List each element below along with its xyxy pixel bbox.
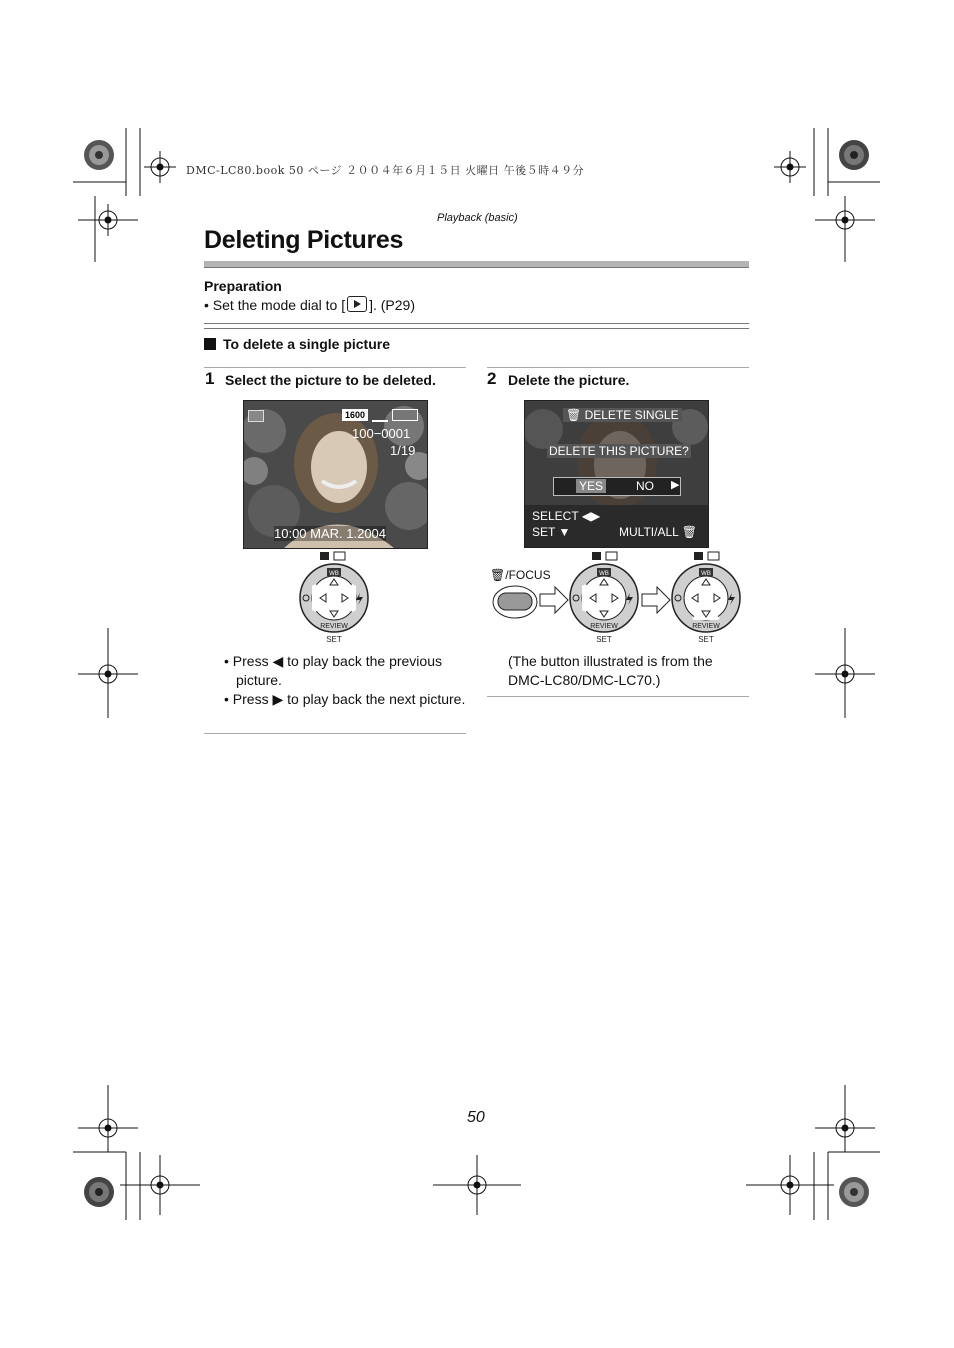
step2-number: 2 [487, 369, 497, 388]
sub-heading [204, 336, 390, 352]
step1-text: Select the picture to be deleted. [225, 372, 436, 388]
review-label-2: REVIEW [590, 623, 618, 630]
step2-text: Delete the picture. [508, 372, 630, 388]
delete-icon: 🗑 [566, 408, 585, 422]
wb-label-3: WB [701, 571, 711, 577]
square-bullet-icon [204, 338, 216, 350]
menu-title: 🗑 DELETE SINGLE [563, 408, 682, 422]
preparation-text [204, 296, 415, 313]
step1-bullets [224, 652, 469, 709]
prep-text-before: • Set the mode dial to [ [204, 297, 346, 313]
step1-lcd-screen [243, 400, 428, 549]
delete-question: DELETE THIS PICTURE? [549, 444, 689, 458]
prep-text-after: ]. (P29) [369, 297, 415, 313]
selector-arrow-icon: ▶ [671, 479, 680, 491]
title-rule [204, 261, 749, 268]
set-hint: SET ▼ [532, 525, 571, 539]
file-number: 100−0001 [352, 426, 411, 441]
page-number: 50 [467, 1109, 485, 1126]
section-header: Playback (basic) [437, 212, 518, 224]
play-icon [248, 410, 264, 422]
picture-count: 1/19 [390, 443, 416, 458]
file-header: DMC-LC80.book 50 ページ ２００４年６月１５日 火曜日 午後５時４９分 [186, 164, 585, 177]
multi-all-hint: MULTI/ALL 🗑 [619, 525, 697, 539]
step1-bottom-rule [204, 733, 466, 734]
trash-icon: 🗑 [490, 568, 506, 582]
yes-option[interactable]: YES [576, 479, 606, 493]
set-label-3: SET [698, 635, 714, 644]
set-label: SET [326, 635, 342, 644]
playback-mode-icon [347, 296, 367, 312]
step1-cursor-dial [296, 548, 376, 646]
select-hint: SELECT ◀▶ [532, 509, 601, 523]
set-label-2: SET [596, 635, 612, 644]
bullet-previous: • Press ◀ to play back the previous picture. [224, 653, 442, 688]
bullet-next: • Press ▶ to play back the next picture. [224, 691, 466, 707]
focus-button [492, 584, 538, 620]
step2-bottom-rule [487, 696, 749, 697]
divider [204, 323, 749, 329]
step1-number: 1 [205, 369, 215, 388]
iso-badge: 1600 [342, 409, 368, 421]
no-option[interactable]: NO [636, 479, 654, 493]
review-label-3: REVIEW [692, 623, 720, 630]
step1-rule [204, 367, 466, 368]
step2-rule [487, 367, 749, 368]
sub-heading-text: To delete a single picture [223, 336, 391, 352]
preparation-label: Preparation [204, 278, 282, 294]
yes-no-selector [553, 477, 681, 496]
burst-icon [334, 552, 345, 560]
wb-label-2: WB [599, 571, 609, 577]
quality-icon [372, 410, 388, 422]
arrow-right-icon [539, 586, 569, 614]
battery-icon [392, 409, 418, 421]
step2-cursor-dial-left [566, 548, 642, 646]
wb-label: WB [329, 571, 339, 577]
exposure-icon [320, 552, 329, 560]
page-title: Deleting Pictures [204, 226, 404, 254]
date-time: 10:00 MAR. 1.2004 [274, 526, 387, 541]
step2-note: (The button illustrated is from the DMC-LC80/DMC-LC70.) [508, 653, 713, 688]
review-label: REVIEW [320, 623, 348, 630]
arrow-right-icon-2 [641, 586, 671, 614]
focus-button-label: 🗑/FOCUS [490, 568, 551, 582]
step2-lcd-screen [524, 400, 709, 548]
step2-cursor-dial-right [668, 548, 744, 646]
